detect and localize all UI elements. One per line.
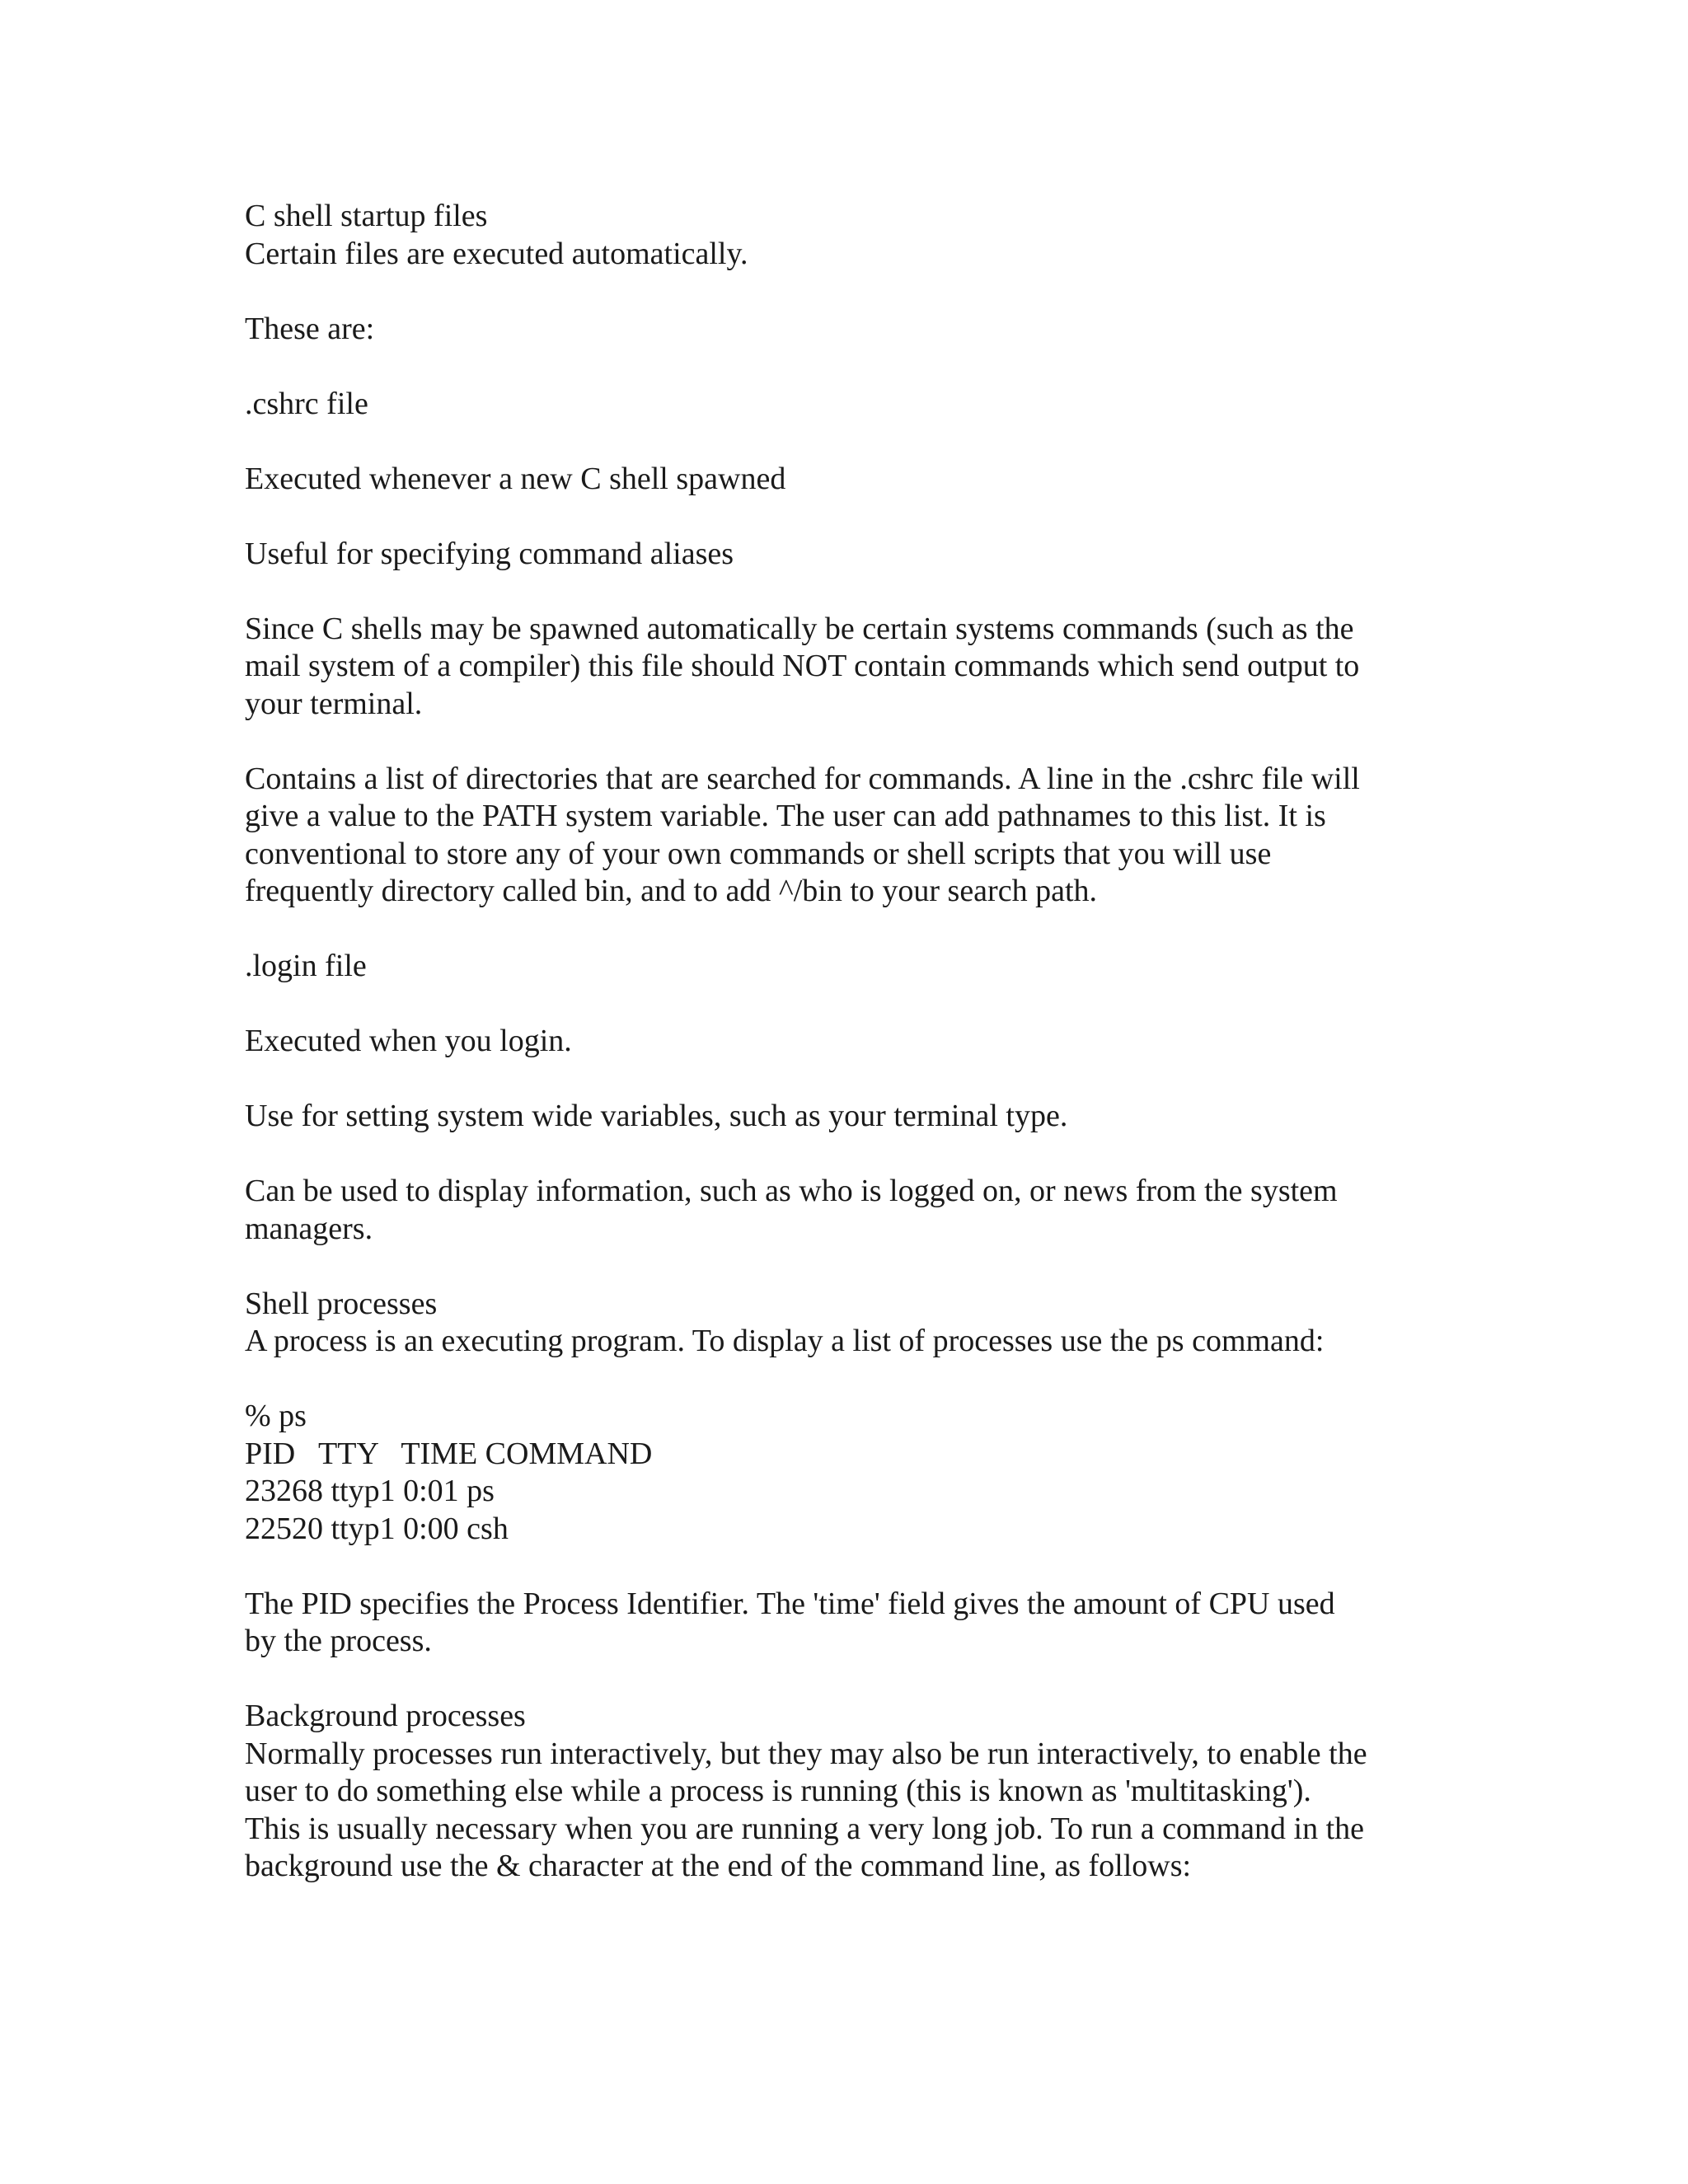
text-line: user to do something else while a process is running (this is known as 'multitasking'). [245, 1774, 1311, 1808]
paragraph-cshell-heading [245, 198, 1448, 273]
ps-header-line: PID TTY TIME COMMAND [245, 1436, 653, 1471]
paragraph-background-processes [245, 1698, 1448, 1886]
paragraph-shell-processes [245, 1286, 1448, 1361]
text-line: frequently directory called bin, and to add ^/bin to your search path. [245, 874, 1097, 908]
paragraph-these-are [245, 311, 1448, 349]
ps-row: 22520 ttyp1 0:00 csh [245, 1511, 509, 1546]
text-line: The PID specifies the Process Identifier. The 'time' field gives the amount of CPU used [245, 1586, 1335, 1621]
text-line: by the process. [245, 1624, 432, 1658]
text-line: Contains a list of directories that are searched for commands. A line in the .cshrc file will [245, 761, 1360, 796]
text-line: Can be used to display information, such as who is logged on, or news from the system [245, 1174, 1338, 1208]
paragraph-login-display [245, 1173, 1448, 1248]
text-line: These are: [245, 311, 375, 346]
text-line: Since C shells may be spawned automatically be certain systems commands (such as the [245, 611, 1354, 646]
paragraph-pid-explain [245, 1586, 1448, 1661]
text-line: mail system of a compiler) this file should NOT contain commands which send output to [245, 649, 1360, 683]
text-line: A process is an executing program. To display a list of processes use the ps command: [245, 1324, 1325, 1358]
text-line: Normally processes run interactively, but they may also be run interactively, to enable the [245, 1736, 1367, 1771]
paragraph-cshrc-path [245, 761, 1448, 911]
paragraph-login-use [245, 1098, 1448, 1136]
ps-row: 23268 ttyp1 0:01 ps [245, 1474, 495, 1508]
paragraph-login-exec [245, 1023, 1448, 1061]
text-line: Executed when you login. [245, 1024, 572, 1058]
text-line: This is usually necessary when you are running a very long job. To run a command in the [245, 1811, 1364, 1846]
section-title: C shell startup files [245, 199, 488, 233]
text-line: your terminal. [245, 686, 423, 721]
paragraph-cshrc-heading [245, 386, 1448, 424]
text-line: give a value to the PATH system variable. The user can add pathnames to this list. It is [245, 799, 1326, 833]
ps-output-block [245, 1398, 1448, 1548]
ps-command-line: % ps [245, 1399, 307, 1433]
text-line: managers. [245, 1211, 373, 1246]
paragraph-cshrc-since [245, 611, 1448, 724]
text-line: Useful for specifying command aliases [245, 536, 734, 571]
subsection-title: .cshrc file [245, 386, 368, 421]
text-line: Use for setting system wide variables, such as your terminal type. [245, 1099, 1068, 1133]
text-line: Certain files are executed automatically. [245, 236, 748, 271]
paragraph-cshrc-exec [245, 461, 1448, 499]
paragraph-login-heading [245, 948, 1448, 986]
subsection-title: .login file [245, 949, 367, 983]
section-title: Background processes [245, 1699, 526, 1733]
text-line: Executed whenever a new C shell spawned [245, 461, 786, 496]
document-page [245, 198, 1448, 1886]
section-title: Shell processes [245, 1286, 438, 1321]
text-line: conventional to store any of your own commands or shell scripts that you will use [245, 836, 1272, 871]
text-line: background use the & character at the end of the command line, as follows: [245, 1849, 1192, 1883]
paragraph-cshrc-useful [245, 536, 1448, 574]
